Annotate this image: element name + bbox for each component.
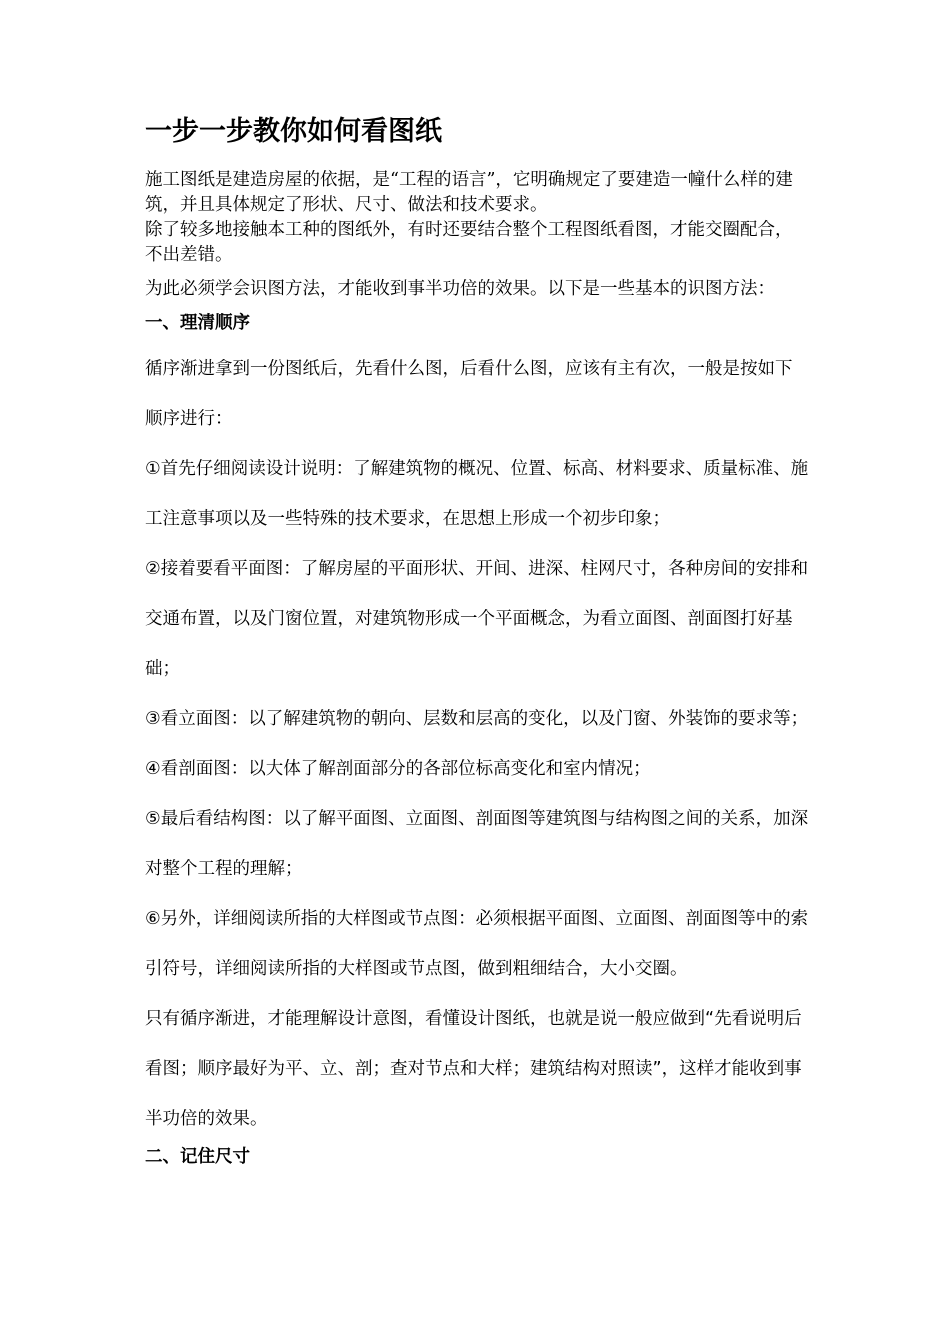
body-paragraph: 循序渐进拿到一份图纸后，先看什么图，后看什么图，应该有主有次，一般是按如下顺序进行：	[145, 359, 793, 429]
intro-section	[145, 168, 809, 268]
section-heading-dimensions: 二、记住尺寸	[145, 1147, 250, 1167]
step-paragraph: ⑤最后看结构图：以了解平面图、立面图、剖面图等建筑图与结构图之间的关系，加深对整个工程的理解；	[145, 809, 809, 879]
intro-paragraph: 除了较多地接触本工种的图纸外，有时还要结合整个工程图纸看图，才能交圈配合，不出差错。	[145, 220, 793, 265]
document-body	[145, 112, 809, 1178]
lead-paragraph: 为此必须学会识图方法，才能收到事半功倍的效果。以下是一些基本的识图方法：	[145, 279, 775, 299]
section-heading-order: 一、理清顺序	[145, 313, 250, 333]
step-paragraph: ③看立面图：以了解建筑物的朝向、层数和层高的变化，以及门窗、外装饰的要求等；	[145, 709, 809, 729]
step-paragraph: ⑥另外，详细阅读所指的大样图或节点图：必须根据平面图、立面图、剖面图等中的索引符号，详细阅读所指的大样图或节点图，做到粗细结合，大小交圈。	[145, 909, 809, 979]
closing-paragraph: 只有循序渐进，才能理解设计意图，看懂设计图纸，也就是说一般应做到“先看说明后看图；顺序最好为平、立、剖；查对节点和大样；建筑结构对照读”，这样才能收到事半功倍的效果。	[145, 1009, 802, 1129]
document-title: 一步一步教你如何看图纸	[145, 116, 442, 147]
step-paragraph: ①首先仔细阅读设计说明：了解建筑物的概况、位置、标高、材料要求、质量标准、施工注意事项以及一些特殊的技术要求，在思想上形成一个初步印象；	[145, 459, 809, 529]
step-paragraph: ④看剖面图：以大体了解剖面部分的各部位标高变化和室内情况；	[145, 759, 651, 779]
intro-paragraph: 施工图纸是建造房屋的依据，是“工程的语言”，它明确规定了要建造一幢什么样的建筑，并且具体规定了形状、尺寸、做法和技术要求。	[145, 170, 793, 215]
step-paragraph: ②接着要看平面图：了解房屋的平面形状、开间、进深、柱网尺寸，各种房间的安排和交通布置，以及门窗位置，对建筑物形成一个平面概念，为看立面图、剖面图打好基础；	[145, 559, 809, 679]
